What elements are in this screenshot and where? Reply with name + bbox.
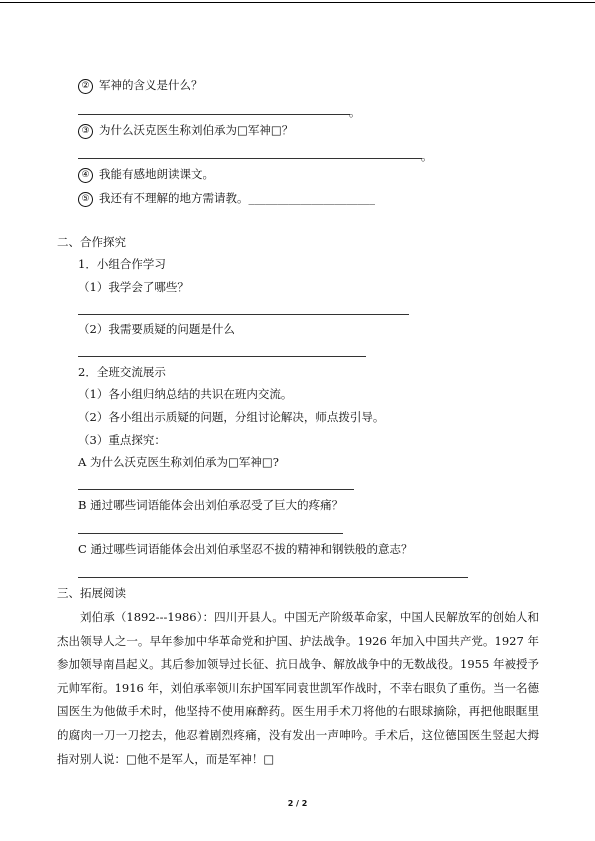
question-3 xyxy=(78,122,293,139)
circled-number-4: ④ xyxy=(78,168,93,183)
page-top-border xyxy=(0,2,595,3)
circled-number-5: ⑤ xyxy=(78,192,93,207)
circled-number-2: ② xyxy=(78,79,93,94)
question-4-text: 我能有感地朗读课文。 xyxy=(99,167,214,181)
question-4 xyxy=(78,166,214,183)
answer-line-c[interactable] xyxy=(78,577,468,578)
question-5 xyxy=(78,190,375,207)
section-2-item-2: （2）各小组出示质疑的问题，分组讨论解决，师点拨引导。 xyxy=(78,410,385,424)
section-2-sub-1: 1．小组合作学习 xyxy=(78,257,166,271)
question-a: A 为什么沃克医生称刘伯承为□军神□? xyxy=(78,455,279,469)
section-2-item-3: （3）重点探究： xyxy=(78,433,166,447)
answer-line-b[interactable] xyxy=(78,533,343,534)
question-2-text: 军神的含义是什么？ xyxy=(99,78,203,92)
answer-line-3-end: 。 xyxy=(421,149,433,163)
section-2-q2: （2）我需要质疑的问题是什么 xyxy=(78,322,235,336)
section-2-heading: 二、合作探究 xyxy=(57,235,126,249)
section-2-q1: （1）我学会了哪些？ xyxy=(78,280,189,294)
answer-line-2-end: 。 xyxy=(349,105,361,119)
circled-number-3: ③ xyxy=(78,124,93,139)
reading-paragraph: 刘伯承（1892---1986）：四川开县人。中国无产阶级革命家，中国人民解放军的创始人和杰出领导人之一。早年参加中华革命党和护国、护法战争。1926 年加入中国共产党。1927 年参加领导南昌起义。其后参加领导过长征、抗日战争、解放战争中的无数战役。1955 年被授予元帅军衔。1916 年，刘伯承率领川东护国军同袁世凯军作战时，不幸右眼负了重伤。当一名德国医生为他做手术时，他坚持不使用麻醉药。医生用手术刀将他的右眼球摘除，再把他眼眶里的腐肉一刀一刀挖去，他忍着剧烈疼痛，没有发出一声呻吟。手术后，这位德国医生竖起大拇指对别人说：□他不是军人，而是军神！□ xyxy=(57,610,539,766)
section-2-sub-2: 2．全班交流展示 xyxy=(78,365,166,379)
section-2-item-1: （1）各小组归纳总结的共识在班内交流。 xyxy=(78,387,293,401)
section-3-heading: 三、拓展阅读 xyxy=(57,586,126,600)
answer-line-q1[interactable] xyxy=(78,314,409,315)
page-number: 2 / 2 xyxy=(287,799,308,808)
question-b: B 通过哪些词语能体会出刘伯承忍受了巨大的疼痛？ xyxy=(78,498,344,512)
answer-line-q2[interactable] xyxy=(78,356,366,357)
question-5-text: 我还有不理解的地方需请教。______________________ xyxy=(99,191,375,205)
question-c: C 通过哪些词语能体会出刘伯承坚忍不拔的精神和钢铁般的意志？ xyxy=(78,542,413,556)
answer-line-a[interactable] xyxy=(78,489,354,490)
answer-line-2[interactable] xyxy=(78,114,350,115)
answer-line-3[interactable] xyxy=(78,158,422,159)
question-2 xyxy=(78,77,203,94)
question-3-text: 为什么沃克医生称刘伯承为□军神□？ xyxy=(99,123,294,137)
